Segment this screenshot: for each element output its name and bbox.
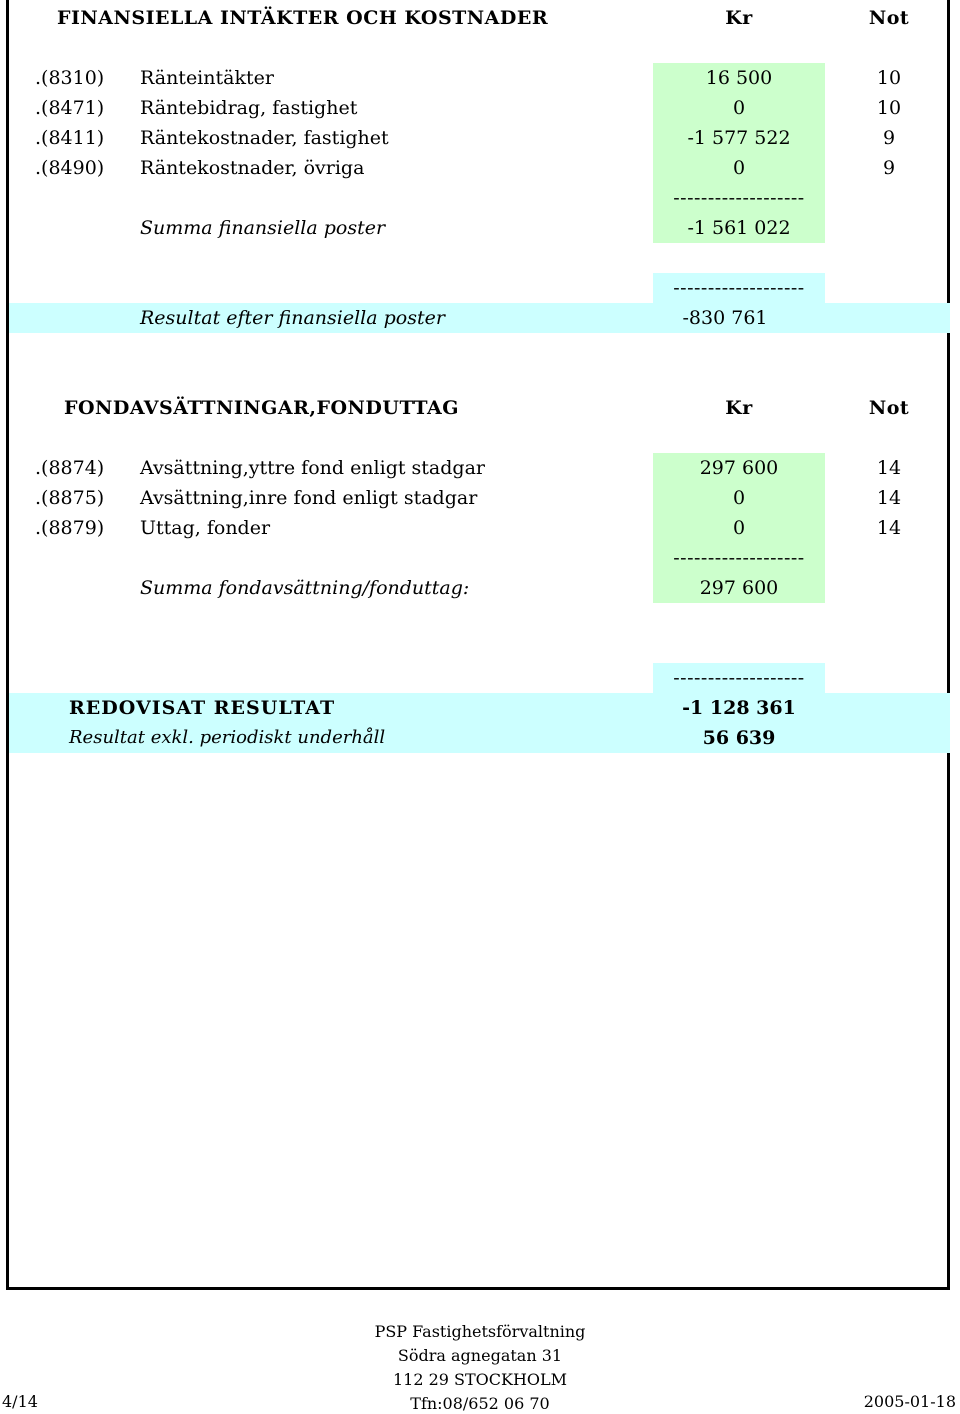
footer-date: 2005-01-18 [863, 1392, 956, 1411]
note-cell: 9 [882, 157, 896, 179]
fin-dash-row [9, 183, 950, 213]
footer-street: Södra agnegatan 31 [397, 1346, 563, 1365]
separator-dashes: ------------------- [653, 663, 825, 693]
account-code: .(8411) [35, 127, 105, 149]
fond-row [9, 453, 950, 483]
account-code: .(8879) [35, 517, 105, 539]
fin-row [9, 63, 950, 93]
sum-amount: -1 561 022 [653, 213, 825, 243]
account-label: Räntebidrag, fastighet [140, 97, 358, 119]
redovisat-dash-row [9, 663, 950, 693]
footer-company: PSP Fastighetsförvaltning [374, 1322, 586, 1341]
account-label: Uttag, fonder [140, 517, 271, 539]
footer-phone: Tfn:08/652 06 70 [410, 1394, 550, 1413]
sum-label: Summa finansiella poster [140, 217, 386, 239]
amount-cell: 0 [653, 513, 825, 543]
fond-section-title: FONDAVSÄTTNINGAR,FONDUTTAG [64, 397, 459, 419]
fin-section-title: FINANSIELLA INTÄKTER OCH KOSTNADER [57, 7, 549, 29]
note-cell: 14 [876, 517, 902, 539]
sum-amount: 297 600 [653, 573, 825, 603]
sum-label: Summa fondavsättning/fonduttag: [140, 577, 470, 599]
amount-cell: 297 600 [653, 453, 825, 483]
amount-cell: 0 [653, 483, 825, 513]
note-cell: 14 [876, 457, 902, 479]
account-code: .(8490) [35, 157, 105, 179]
account-label: Ränteintäkter [140, 67, 274, 89]
account-code: .(8471) [35, 97, 105, 119]
footer-city: 112 29 STOCKHOLM [392, 1370, 568, 1389]
amount-cell: -1 577 522 [653, 123, 825, 153]
fond-not-header: Not [868, 397, 910, 419]
note-cell: 10 [876, 67, 902, 89]
fond-header-row [9, 393, 950, 423]
separator-dashes: ------------------- [653, 273, 825, 303]
result-amount: -830 761 [682, 307, 768, 329]
page-number: 4/14 [2, 1392, 38, 1411]
result-dash-row [9, 273, 950, 303]
note-cell: 10 [876, 97, 902, 119]
amount-cell: 16 500 [653, 63, 825, 93]
fin-row [9, 93, 950, 123]
account-label: Räntekostnader, fastighet [140, 127, 389, 149]
fond-row [9, 513, 950, 543]
excl-amount: 56 639 [702, 727, 776, 749]
amount-cell: 0 [653, 153, 825, 183]
account-code: .(8310) [35, 67, 105, 89]
result-label: Resultat efter finansiella poster [140, 307, 445, 329]
separator-dashes: ------------------- [653, 543, 825, 573]
fond-sum-row [9, 573, 950, 603]
fin-kr-header: Kr [725, 7, 753, 29]
fin-row [9, 123, 950, 153]
fin-sum-row [9, 213, 950, 243]
separator-dashes: ------------------- [653, 183, 825, 213]
note-cell: 9 [882, 127, 896, 149]
redovisat-amount: -1 128 361 [682, 697, 796, 719]
account-code: .(8875) [35, 487, 105, 509]
amount-cell: 0 [653, 93, 825, 123]
note-cell: 14 [876, 487, 902, 509]
fin-not-header: Not [868, 7, 910, 29]
account-label: Räntekostnader, övriga [140, 157, 365, 179]
fin-header-row [9, 3, 950, 33]
account-label: Avsättning,yttre fond enligt stadgar [140, 457, 485, 479]
fin-row [9, 153, 950, 183]
account-code: .(8874) [35, 457, 105, 479]
fond-row [9, 483, 950, 513]
redovisat-block [9, 693, 950, 753]
account-label: Avsättning,inre fond enligt stadgar [140, 487, 478, 509]
result-fin-row [9, 303, 950, 333]
fond-kr-header: Kr [725, 397, 753, 419]
fond-dash-row [9, 543, 950, 573]
excl-label: Resultat exkl. periodiskt underhåll [69, 727, 386, 748]
redovisat-label: REDOVISAT RESULTAT [69, 697, 336, 719]
